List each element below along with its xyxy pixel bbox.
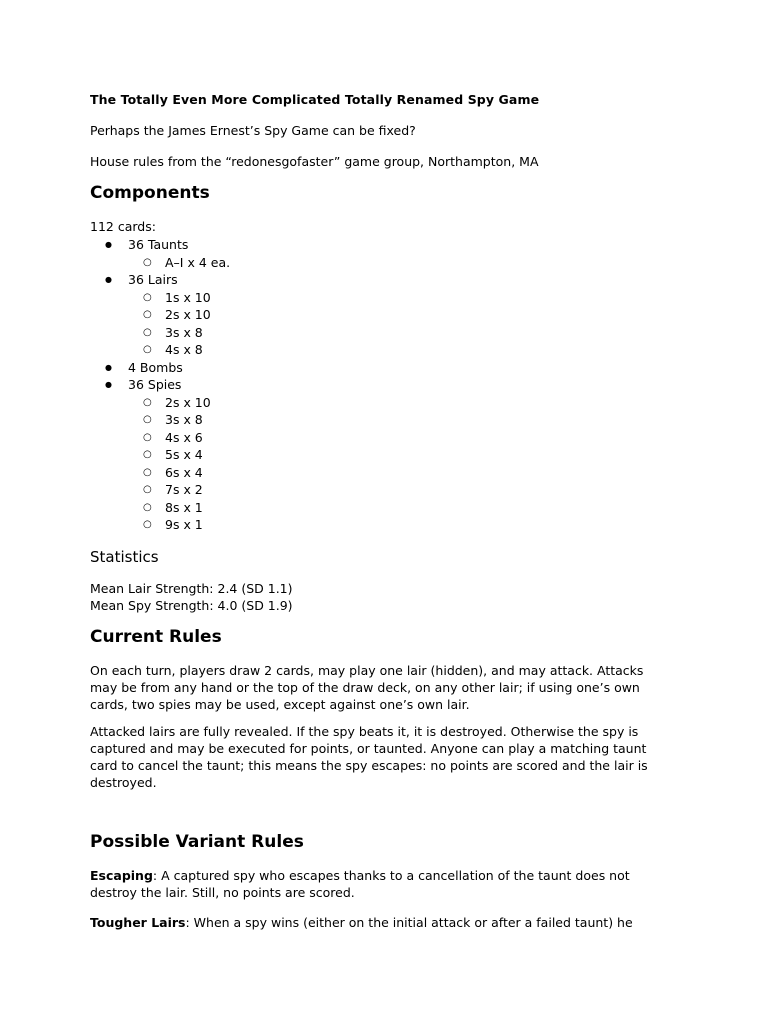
paragraph-line: destroyed. (90, 775, 157, 790)
components-heading: Components (90, 183, 210, 203)
list-item: ● 36 Taunts (90, 236, 230, 254)
paragraph-line: captured and may be executed for points, or taunted. Anyone can play a matching taunt (90, 741, 647, 756)
paragraph-line: cards, two spies may be used, except against one’s own lair. (90, 697, 470, 712)
paragraph-line: Attacked lairs are fully revealed. If the spy beats it, it is destroyed. Otherwise the spy is (90, 724, 639, 739)
statistics-line: Mean Lair Strength: 2.4 (SD 1.1) (90, 581, 293, 596)
paragraph-line: may be from any hand or the top of the draw deck, on any other lair; if using one’s own (90, 680, 640, 695)
statistics-line: Mean Spy Strength: 4.0 (SD 1.9) (90, 598, 293, 613)
paragraph-line (90, 867, 630, 884)
list-item: ○ 9s x 1 (90, 516, 230, 534)
list-item: ○ 3s x 8 (90, 324, 230, 342)
list-item: ○ 2s x 10 (90, 394, 230, 412)
list-item: ○ 5s x 4 (90, 446, 230, 464)
variant-rules-heading: Possible Variant Rules (90, 832, 304, 852)
list-item: ● 4 Bombs (90, 359, 230, 377)
list-item: ○ 2s x 10 (90, 306, 230, 324)
escaping-term: Escaping (90, 868, 153, 883)
tougher-lairs-text: : When a spy wins (either on the initial attack or after a failed taunt) he (185, 915, 633, 930)
list-item: ○ 3s x 8 (90, 411, 230, 429)
document-title: The Totally Even More Complicated Totally Renamed Spy Game (90, 92, 540, 107)
list-item: ○ 4s x 6 (90, 429, 230, 447)
list-item: ○ 1s x 10 (90, 289, 230, 307)
intro-paragraph-2: House rules from the “redonesgofaster” game group, Northampton, MA (90, 154, 539, 169)
list-item: ● 36 Spies (90, 376, 230, 394)
components-list (90, 236, 230, 534)
components-count: 112 cards: (90, 219, 156, 234)
list-item: ○ 8s x 1 (90, 499, 230, 517)
paragraph-line: card to cancel the taunt; this means the spy escapes: no points are scored and the lair is (90, 758, 648, 773)
list-item: ● 36 Lairs (90, 271, 230, 289)
tougher-lairs-term: Tougher Lairs (90, 915, 186, 930)
escaping-text: : A captured spy who escapes thanks to a cancellation of the taunt does not (152, 868, 630, 883)
paragraph-line: destroy the lair. Still, no points are scored. (90, 885, 355, 900)
list-item: ○ 4s x 8 (90, 341, 230, 359)
current-rules-heading: Current Rules (90, 627, 222, 647)
list-item: ○ 7s x 2 (90, 481, 230, 499)
statistics-heading: Statistics (90, 548, 159, 566)
list-item: ○ A–I x 4 ea. (90, 254, 230, 272)
paragraph-line: On each turn, players draw 2 cards, may play one lair (hidden), and may attack. Attacks (90, 663, 644, 678)
list-item: ○ 6s x 4 (90, 464, 230, 482)
intro-paragraph-1: Perhaps the James Ernest’s Spy Game can be fixed? (90, 123, 416, 138)
paragraph-line (90, 914, 633, 931)
